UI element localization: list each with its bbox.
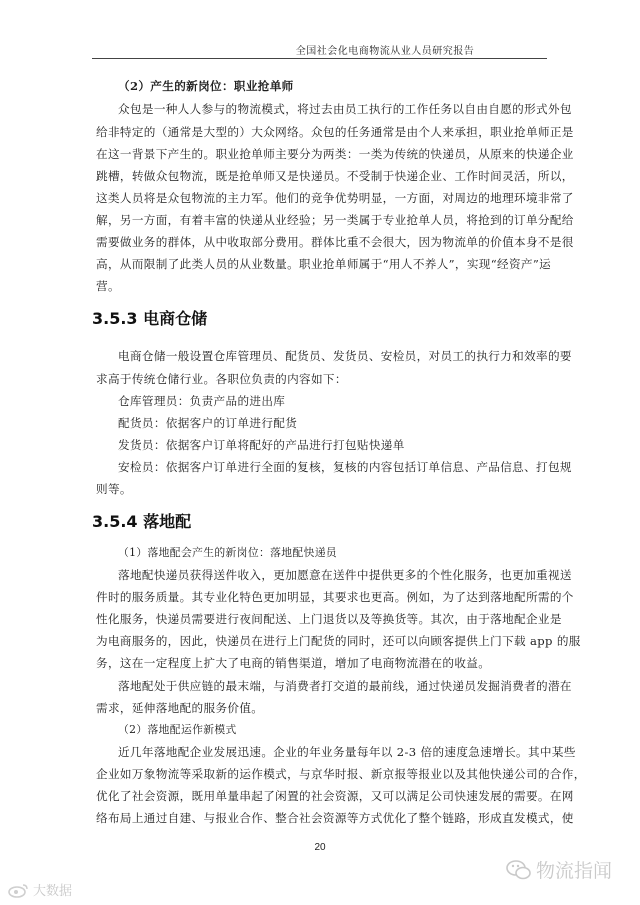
paragraph-line: 为电商服务的，因此，快递员在进行上门配货的同时，还可以向顾客提供上门下载 app 的服 bbox=[96, 634, 581, 648]
paragraph-line: 优化了社会资源，既用单量串起了闲置的社会资源，又可以满足公司快速发展的需要。在网 bbox=[96, 789, 574, 803]
subheading-new-model: （2）落地配运作新模式 bbox=[118, 723, 237, 736]
paragraph-line: 营。 bbox=[96, 279, 120, 293]
paragraph-line: 解，另一方面，有着丰富的快递从业经验；另一类属于专业抢单人员，将抢到的订单分配给 bbox=[96, 213, 574, 227]
wechat-watermark bbox=[506, 856, 612, 883]
role-shipper: 发货员：依据客户订单将配好的产品进行打包贴快递单 bbox=[118, 438, 405, 452]
paragraph-line: 众包是一种人人参与的物流模式，将过去由员工执行的工作任务以自由自愿的形式外包 bbox=[118, 102, 572, 116]
paragraph-line: 则等。 bbox=[96, 482, 132, 496]
paragraph-line: 求高于传统仓储行业。各职位负责的内容如下： bbox=[96, 372, 347, 386]
paragraph-line: 在这一背景下产生的。职业抢单师主要分为两类：一类为传统的快递员，从原来的快递企业 bbox=[96, 147, 574, 161]
section-heading-3-5-4: 3.5.4 落地配 bbox=[92, 512, 192, 531]
role-warehouse-manager: 仓库管理员：负责产品的进出库 bbox=[118, 394, 286, 408]
header-rule bbox=[92, 58, 547, 59]
paragraph-line: 跳槽，转做众包物流，既是抢单师又是快递员。不受制于快递企业、工作时间灵活，所以， bbox=[96, 169, 574, 183]
paragraph-line: 给非特定的（通常是大型的）大众网络。众包的任务通常是由个人来承担，职业抢单师正是 bbox=[96, 125, 574, 139]
watermark-text: 物流指闻 bbox=[536, 860, 613, 882]
paragraph-line: 络布局上通过自建、与报业合作、整合社会资源等方式优化了整个链路，形成直发模式，使 bbox=[96, 811, 574, 825]
weibo-watermark bbox=[8, 880, 72, 899]
wechat-icon bbox=[506, 859, 532, 881]
paragraph-line: 需要做业务的群体，从中收取部分费用。群体比重不会很大，因为物流单的价值本身不是很 bbox=[96, 235, 574, 249]
paragraph-line: 性化服务，快递员需要进行夜间配送、上门退货以及等换货等。其次，由于落地配企业是 bbox=[96, 612, 562, 626]
section-heading-3-5-3: 3.5.3 电商仓储 bbox=[92, 309, 208, 328]
paragraph-line: 企业如万象物流等采取新的运作模式，与京华时报、新京报等报业以及其他快递公司的合作， bbox=[96, 767, 586, 781]
paragraph-line: 件时的服务质量。其专业化特色更加明显，其要求也更高。例如，为了达到落地配所需的个 bbox=[96, 590, 574, 604]
subheading-new-position: （1）落地配会产生的新岗位：落地配快递员 bbox=[118, 546, 338, 559]
paragraph-line: 这类人员将是众包物流的主力军。他们的竞争优势明显，一方面，对周边的地理环境非常了 bbox=[96, 191, 574, 205]
subheading-new-position: （2）产生的新岗位：职业抢单师 bbox=[118, 79, 294, 93]
paragraph-line: 需求，延伸落地配的服务价值。 bbox=[96, 701, 264, 715]
paragraph-line: 落地配处于供应链的最末端，与消费者打交道的最前线，通过快递员发掘消费者的潜在 bbox=[118, 679, 572, 693]
paragraph-line: 高，从而限制了此类人员的从业数量。职业抢单师属于“用人不养人”，实现“经资产”运 bbox=[96, 257, 552, 271]
role-inspector: 安检员：依据客户订单进行全面的复核，复核的内容包括订单信息、产品信息、打包规 bbox=[118, 460, 572, 474]
paragraph-line: 务，这在一定程度上扩大了电商的销售渠道，增加了电商物流潜在的收益。 bbox=[96, 656, 491, 670]
header-title: 全国社会化电商物流从业人员研究报告 bbox=[295, 46, 475, 57]
page-number: 20 bbox=[314, 842, 326, 853]
paragraph-line: 落地配快递员获得送件收入，更加愿意在送件中提供更多的个性化服务，也更加重视送 bbox=[118, 568, 572, 582]
paragraph-line: 电商仓储一般设置仓库管理员、配货员、发货员、安检员，对员工的执行力和效率的要 bbox=[118, 349, 572, 363]
watermark-text: 大数据 bbox=[33, 884, 73, 899]
paragraph-line: 近几年落地配企业发展迅速。企业的年业务量每年以 2-3 倍的速度急速增长。其中某些 bbox=[118, 745, 576, 759]
role-picker: 配货员：依据客户的订单进行配货 bbox=[118, 416, 298, 430]
weibo-icon bbox=[8, 882, 30, 898]
